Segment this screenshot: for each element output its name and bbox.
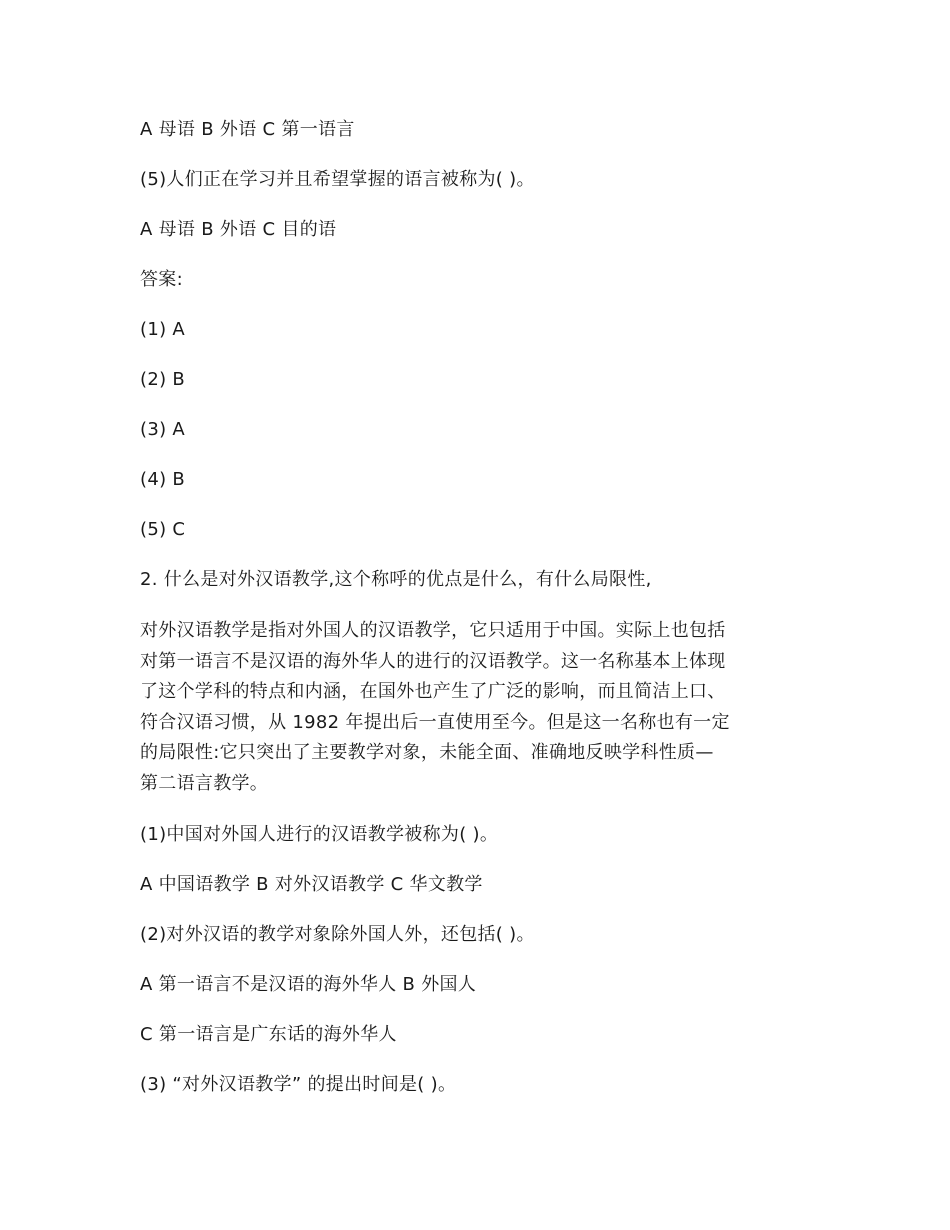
options-line: A 第一语言不是汉语的海外华人 B 外国人 (140, 974, 477, 995)
section-question-2: 2. 什么是对外汉语教学,这个称呼的优点是什么，有什么局限性, (140, 569, 652, 590)
paragraph-line: 第二语言教学。 (140, 772, 269, 794)
question-2: (2)对外汉语的教学对象除外国人外，还包括( )。 (140, 924, 535, 945)
answer-heading: 答案: (140, 269, 183, 290)
paragraph-line: 了这个学科的特点和内涵，在国外也产生了广泛的影响，而且简洁上口、 (140, 681, 726, 702)
paragraph-line: 对外汉语教学是指对外国人的汉语教学，它只适用于中国。实际上也包括 (140, 620, 726, 641)
paragraph-line: 对第一语言不是汉语的海外华人的进行的汉语教学。这一名称基本上体现 (140, 650, 726, 672)
document-page (140, 116, 820, 1121)
question-5: (5)人们正在学习并且希望掌握的语言被称为( )。 (140, 169, 535, 190)
answer-item: (3) A (140, 419, 186, 440)
options-line: A 中国语教学 B 对外汉语教学 C 华文教学 (140, 874, 483, 895)
options-line: A 母语 B 外语 C 目的语 (140, 219, 337, 240)
paragraph-line: 符合汉语习惯，从 1982 年提出后一直使用至今。但是这一名称也有一定 (140, 711, 730, 733)
answer-item: (5) C (140, 519, 186, 540)
question-3: (3) “对外汉语教学” 的提出时间是( )。 (140, 1074, 457, 1095)
options-line: C 第一语言是广东话的海外华人 (140, 1024, 397, 1045)
answer-item: (2) B (140, 369, 186, 390)
explanation-paragraph (140, 616, 820, 799)
paragraph-line: 的局限性:它只突出了主要教学对象，未能全面、准确地反映学科性质— (140, 742, 714, 763)
answer-item: (1) A (140, 319, 186, 340)
question-1: (1)中国对外国人进行的汉语教学被称为( )。 (140, 824, 499, 845)
options-line: A 母语 B 外语 C 第一语言 (140, 119, 355, 140)
answer-item: (4) B (140, 469, 186, 490)
